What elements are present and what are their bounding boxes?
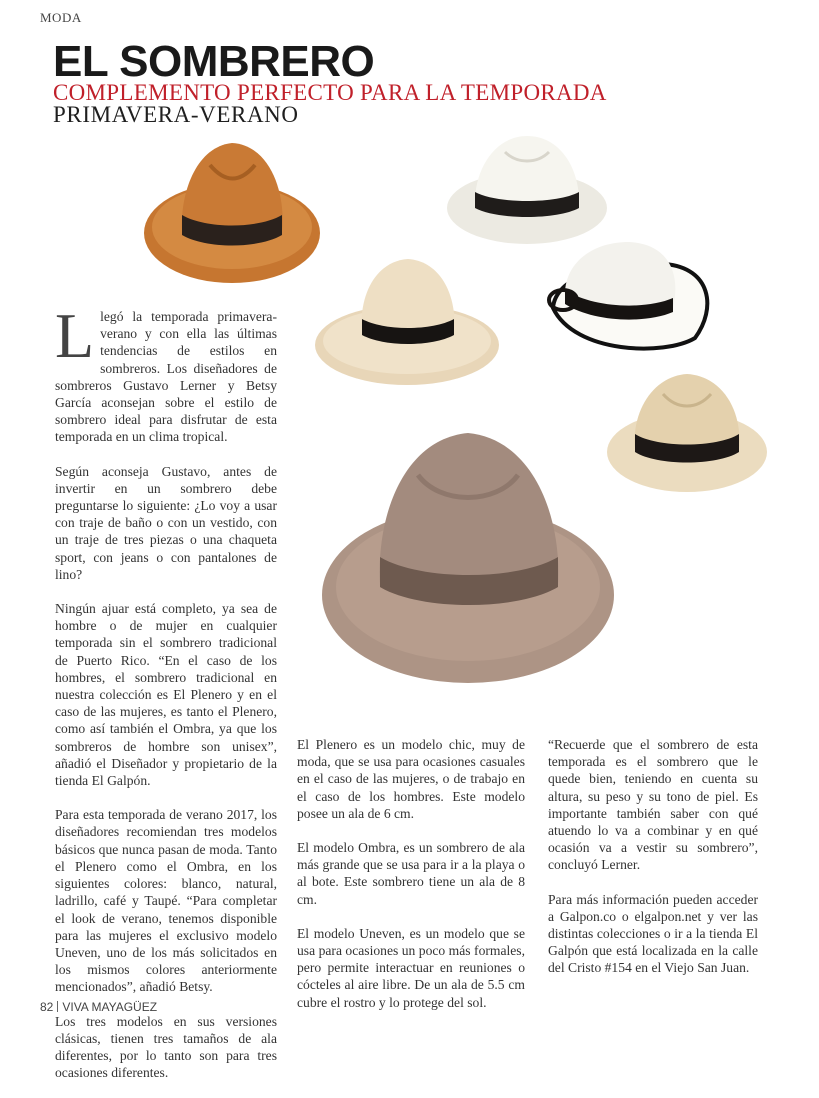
- paragraph-quote-lerner: “Recuerde que el sombrero de esta temporada es el sombrero que le quede bien, teniendo en cuenta su altura, su peso y su tono de piel. Es importante también saber con qué atuendo lo va a combinar y en qué ocasión va a vestir su sombrero”, concluyó Lerner.: [548, 737, 758, 873]
- paragraph-1-text: legó la temporada primavera-verano y con ella las últimas tendencias de estilos en sombreros. Los diseñadores de sombreros Gustavo Lerner y Betsy García aconsejan sobre el estilo de sombrero ideal para disfrutar de esta temporada en un clima tropical.: [55, 309, 277, 445]
- article-subtitle: COMPLEMENTO PERFECTO PARA LA TEMPORADA: [53, 80, 607, 105]
- paragraph-uneven: El modelo Uneven, es un modelo que se usa para ocasiones un poco más formales, pero permite interactuar en reuniones o cócteles al aire libre. De un ala de 5.5 cm cubre el rostro y lo protege del sol.: [297, 925, 525, 1010]
- fedora-hat-white-image: [445, 130, 610, 248]
- magazine-name: VIVA MAYAGÜEZ: [62, 1000, 158, 1014]
- paragraph-plenero: El Plenero es un modelo chic, muy de moda, que se usa para ocasiones casuales en el caso de las mujeres, o de trabajo en el caso de los hombres. Este modelo posee un ala de 6 cm.: [297, 737, 525, 821]
- page-number: 82: [40, 1000, 54, 1014]
- fedora-hat-orange-image: [140, 135, 325, 293]
- paragraph-4: Para esta temporada de verano 2017, los diseñadores recomiendan tres modelos básicos que nunca pasan de moda. Tanto el Plenero como el Ombra, en los siguientes colores: blanco, natural, ladrillo, café y Taupé. “Para completar el look de verano, tenemos disponible para las mujeres el exclusivo modelo Uneven, uno de los más solicitados en los mismos colores anteriormente mencionados”, añadió Betsy.: [55, 807, 277, 995]
- article-subtitle-season: PRIMAVERA-VERANO: [53, 102, 299, 127]
- paragraph-3: Ningún ajuar está completo, ya sea de hombre o de mujer en cualquier temporada sin el sombrero tradicional de Puerto Rico. “En el caso de los hombres, el sombrero tradicional en nuestra colección es El Plenero y en el caso de las mujeres, es tanto el Plenero, como así también el Ombra, ya que los sombreros de hombre son unisex”, añadió el Diseñador y propietario de la tienda El Galpón.: [55, 601, 277, 789]
- wide-brim-hat-natural-image: [312, 255, 502, 387]
- footer-divider: [57, 1001, 58, 1012]
- paragraph-more-info: Para más información pueden acceder a Galpon.co o elgalpon.net y ver las distintas colecciones o ir a la tienda El Galpón que está localizada en la calle del Cristo #154 en el Viejo San Juan.: [548, 891, 758, 976]
- paragraph-1: [55, 300, 277, 446]
- page-footer: [40, 1000, 157, 1014]
- uneven-hat-white-image: [545, 238, 717, 356]
- fedora-hat-taupe-large-image: [318, 425, 618, 687]
- article-column-2: [297, 736, 525, 1028]
- drop-cap: L: [55, 300, 95, 371]
- section-label: MODA: [40, 10, 82, 25]
- fedora-hat-natural-small-image: [605, 370, 770, 498]
- article-column-1: [55, 300, 277, 1098]
- paragraph-2: Según aconseja Gustavo, antes de invertir en un sombrero debe preguntarse lo siguiente: ¿Lo voy a usar con traje de baño o con un vestido, con un traje de tres piezas o una chaqueta sport, con jeans o con pantalones de lino?: [55, 463, 277, 582]
- paragraph-5: Los tres modelos en sus versiones clásicas, tienen tres tamaños de ala diferentes, por lo tanto son para tres ocasiones diferentes.: [55, 1013, 277, 1081]
- article-title: EL SOMBRERO: [53, 37, 375, 86]
- article-column-3: [548, 736, 758, 994]
- paragraph-ombra: El modelo Ombra, es un sombrero de ala más grande que se usa para ir a la playa o al bote. Este sombrero tiene un ala de 8 cm.: [297, 840, 525, 907]
